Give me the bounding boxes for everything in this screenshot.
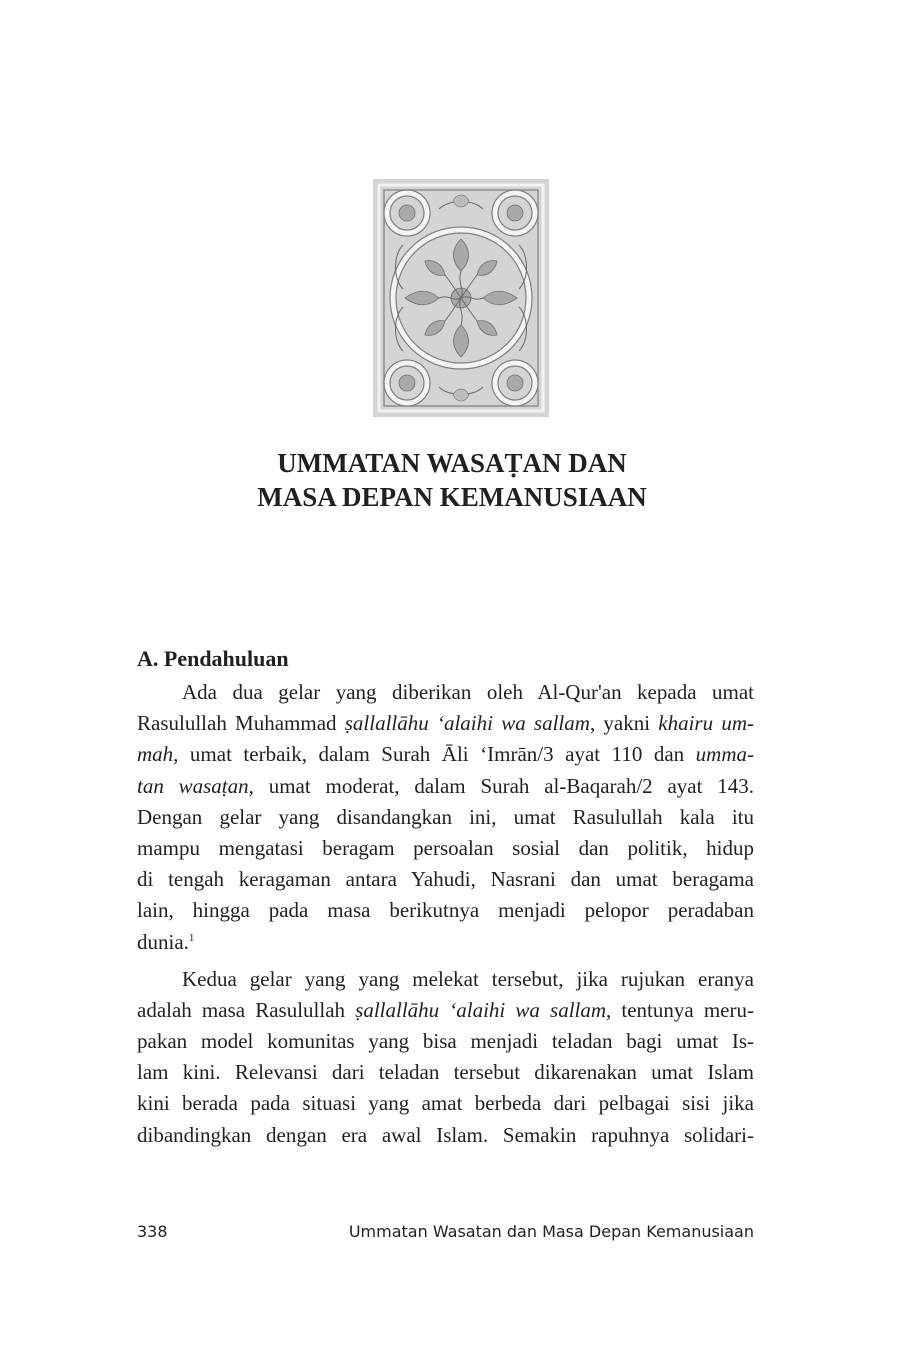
paragraph-line: lain, hingga pada masa berikutnya menjadi pelopor peradaban bbox=[137, 898, 754, 923]
arabic-term-italic: khairu um- bbox=[658, 711, 754, 736]
paragraph-line: Kedua gelar yang yang melekat tersebut, jika rujukan eranya bbox=[182, 966, 754, 991]
chapter-title-line-2: MASA DEPAN KEMANUSIAAN bbox=[257, 482, 647, 512]
paragraph-1 bbox=[137, 677, 754, 958]
body-text bbox=[137, 677, 754, 1151]
page-footer bbox=[137, 1222, 754, 1248]
section-heading: A. Pendahuluan bbox=[137, 646, 289, 671]
arabic-term-italic: tan wasaṭan, bbox=[137, 773, 254, 798]
paragraph-line: lam kini. Relevansi dari teladan tersebut dikarenakan umat Islam bbox=[137, 1060, 754, 1085]
paragraph-line: tan wasaṭan, umat moderat, dalam Surah al-Baqarah/2 ayat 143. bbox=[137, 773, 754, 798]
paragraph-2 bbox=[137, 964, 754, 1151]
honorific-italic: ṣallallāhu ‘alaihi wa sallam bbox=[344, 711, 590, 736]
page-number: 338 bbox=[137, 1222, 168, 1241]
arabic-term-italic: umma- bbox=[695, 742, 754, 767]
chapter-title bbox=[0, 446, 904, 514]
running-head: Ummatan Wasatan dan Masa Depan Kemanusiaan bbox=[348, 1222, 754, 1241]
paragraph-line: Ada dua gelar yang diberikan oleh Al-Qur'an kepada umat bbox=[182, 680, 754, 704]
honorific-italic: ṣallallāhu ‘alaihi wa sallam bbox=[355, 997, 607, 1022]
paragraph-line: mah, umat terbaik, dalam Surah Āli ‘Imrān/3 ayat 110 dan umma- bbox=[137, 742, 754, 767]
paragraph-line: kini berada pada situasi yang amat berbeda dari pelbagai sisi jika bbox=[137, 1091, 754, 1116]
paragraph-line: dibandingkan dengan era awal Islam. Semakin rapuhnya solidari- bbox=[137, 1122, 754, 1147]
paragraph-line: mampu mengatasi beragam persoalan sosial dan politik, hidup bbox=[137, 835, 754, 860]
footnote-reference[interactable]: 1 bbox=[188, 931, 195, 944]
paragraph-line: pakan model komunitas yang bisa menjadi teladan bagi umat Is- bbox=[137, 1029, 754, 1054]
chapter-title-line-1: UMMATAN WASAṬAN DAN bbox=[277, 448, 627, 478]
paragraph-line: dunia.$^1$ bbox=[137, 929, 195, 954]
paragraph-line: Rasulullah Muhammad ṣallallāhu ‘alaihi wa sallam, yakni khairu um- bbox=[137, 711, 754, 736]
arabesque-ornament-icon bbox=[373, 179, 549, 417]
paragraph-line: Dengan gelar yang disandangkan ini, umat Rasulullah kala itu bbox=[137, 804, 754, 829]
paragraph-line: adalah masa Rasulullah ṣallallāhu ‘alaihi wa sallam, tentunya meru- bbox=[137, 997, 754, 1022]
arabic-term-italic: mah, bbox=[137, 742, 179, 767]
paragraph-line: di tengah keragaman antara Yahudi, Nasrani dan umat beragama bbox=[137, 867, 754, 892]
